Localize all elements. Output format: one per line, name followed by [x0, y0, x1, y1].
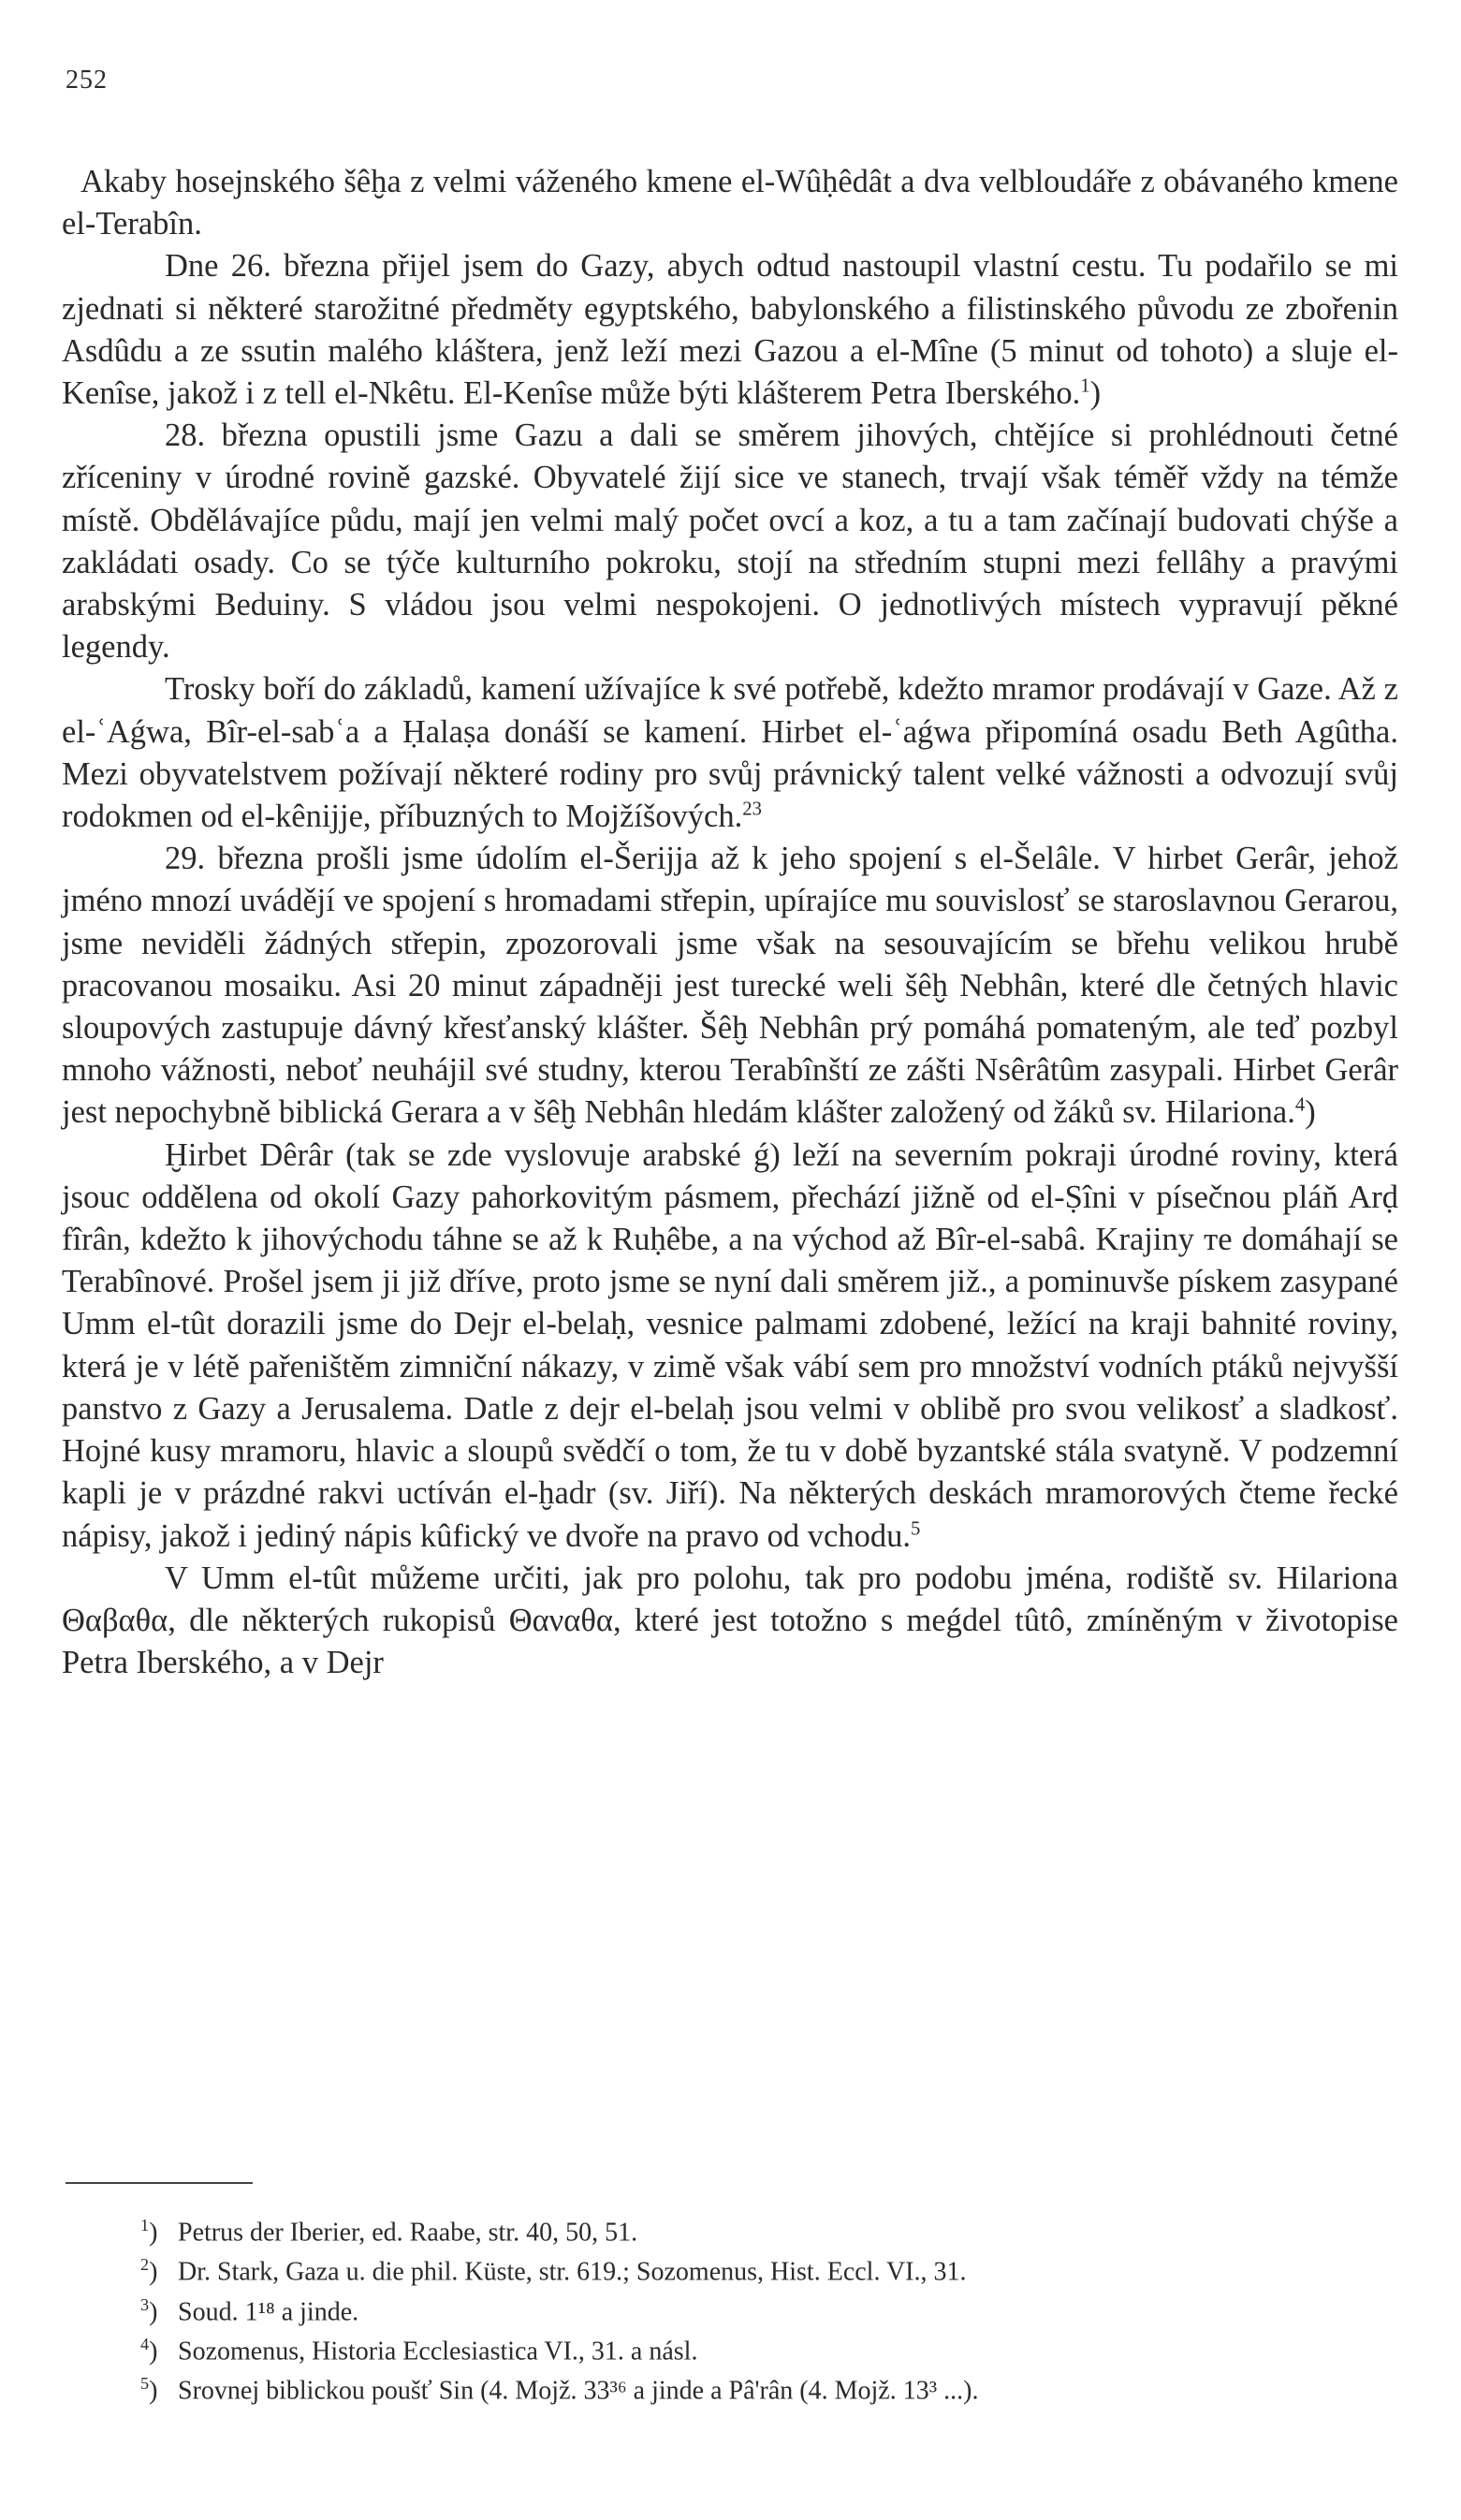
paragraph-7: V Umm el-tût můžeme určiti, jak pro polohu, tak pro podobu jména, rodiště sv. Hilariona Θαβαθα, dle některých rukopisů Θαναθα, které jest totožno s meǵdel tûtô, zmíněným v životopise Petra Iberského, a v Dejr	[62, 1560, 1398, 1681]
footnote-4	[140, 2328, 1404, 2367]
page-number: 252	[66, 66, 108, 95]
footnote-ref-3: 3	[752, 798, 762, 820]
paragraph-2-text: Dne 26. března přijel jsem do Gazy, abych odtud nastoupil vlastní cestu. Tu podařilo se mi zjednati si některé starožitné předměty egyptského, babylonského a filistinského původu ze zbořenin Asdûdu a ze ssutin malého kláštera, jenž leží mezi Gazou a el-Mîne (5 minut od tohoto) a sluje el-Kenîse, jakož i z tell el-Nkêtu. El-Kenîse může býti klášterem Petra Iberského.	[62, 248, 1398, 412]
footnote-text: Sozomenus, Historia Ecclesiastica VI., 31. a násl.	[178, 2337, 698, 2366]
footnote-mark: $^5$)	[140, 2374, 158, 2406]
footnote-text: Petrus der Iberier, ed. Raabe, str. 40, 50, 51.	[178, 2218, 638, 2248]
paragraph-1: Akaby hosejnského šêḫa z velmi váženého kmene el-Wûḥêdât a dva velbloudáře z obávaného kmene el-Terabîn.	[62, 164, 1398, 242]
paragraph-4	[62, 668, 1398, 838]
paragraph-5: 29. března prošli jsme údolím el-Šerijja až k jeho spojení s el-Šelâle. V hirbet Gerâr, jehož jméno mnozí uvádějí ve spojení s hromadami střepin, upírajíce mu souvislosť se staroslavnou Gerarou, jsme neviděli žádných střepin, zpozorovali jsme však na sesouvajícím se břehu velikou hrubě pracovanou mosaiku. Asi 20 minut západněji jest turecké weli šêḫ Nebhân, které dle četných hlavic sloupových zastupuje dávný křesťanský klášter. Šêḫ Nebhân prý pomáhá pomateným, ale teď pozbyl mnoho vážnosti, neboť neuhájil své studny, kterou Terabînští ze zášti Nsêrâtûm zasypali. Hirbet Gerâr jest nepochybně biblická Gerara a v šêḫ Nebhân hledám klášter založený od žáků sv. Hilariona.$^4$)	[62, 841, 1398, 1131]
footnote-5	[140, 2367, 1404, 2407]
footnote-divider	[66, 2182, 253, 2184]
footnote-text: Soud. 1¹⁸ a jinde.	[178, 2296, 359, 2326]
footnote-text: Srovnej biblickou poušť Sin (4. Mojž. 33³⁶ a jinde a Pâ'rân (4. Mojž. 13³ ...).	[178, 2376, 979, 2406]
paragraph-3: 28. března opustili jsme Gazu a dali se směrem jihových, chtějíce si prohlédnouti četné zříceniny v úrodné rovině gazské. Obyvatelé žijí sice ve stanech, trvají však téměř vždy na témže místě. Obdělávajíce půdu, mají jen velmi malý počet ovcí a koz, a tu a tam začínají budovati chýše a zakládati osady. Co se týče kulturního pokroku, stojí na středním stupni mezi fellâhy a pravými arabskými Beduiny. S vládou jsou velmi nespokojeni. O jednotlivých místech vypravují pěkné legendy.	[62, 418, 1398, 666]
footnote-ref-1: 1	[1080, 375, 1090, 397]
main-text	[62, 161, 1398, 1684]
footnote-2	[140, 2249, 1404, 2288]
footnote-mark: $^4$)	[140, 2334, 158, 2366]
paragraph-4-text: Trosky boří do základů, kamení užívajíce k své potřebě, kdežto mramor prodávají v Gaze. Až z el-ʿAǵwa, Bîr-el-sabʿa a Ḥalaṣa donáší se kamení. Hirbet el-ʿaǵwa připomíná osadu Beth Agûtha. Mezi obyvatelstvem požívají některé rodiny pro svůj právnický talent velké vážnosti a odvozují svůj rodokmen od el-kênijje, příbuzných to Mojžíšových.	[62, 671, 1398, 835]
paragraph-6-text: Ḫirbet Dêrâr (tak se zde vyslovuje arabské ǵ) leží na severním pokraji úrodné roviny, která jsouc oddělena od okolí Gazy pahorkovitým pásmem, přechází jižně od el-Ṣîni v písečnou pláň Arḍ fîrân, kdežto k jihovýchodu táhne se až k Ruḥêbe, a na východ až Bîr-el-sabâ. Krajiny те domáhají se Terabînové. Prošel jsem ji již dříve, proto jsme se nyní dali směrem již., a pominuvše pískem zasypané Umm el-tût dorazili jsme do Dejr el-belaḥ, vesnice palmami zdobené, ležící na kraji bahnité roviny, která je v létě pařeništěm zimniční nákazy, v zimě však vábí sem pro množství vodních ptáků nejvyšší panstvo z Gazy a Jerusalema. Datle z dejr el-belaḥ jsou velmi v oblibě pro svou velikosť a sladkosť. Hojné kusy mramoru, hlavic a sloupů svědčí o tom, že tu v době byzantské stála svatyně. V podzemní kapli je v prázdné rakvi uctíván el-ḫadr (sv. Jiří). Na některých deskách mramorových čteme řecké nápisy, jakož i jediný nápis kûfický ve dvoře na pravo od vchodu.	[62, 1136, 1398, 1554]
footnotes	[140, 2209, 1404, 2408]
footnote-ref-4: 4	[1294, 1094, 1306, 1116]
footnote-mark: $^3$)	[140, 2294, 158, 2326]
footnote-1	[140, 2209, 1404, 2249]
paragraph-6	[62, 1135, 1398, 1558]
footnote-mark: $^2$)	[140, 2255, 158, 2287]
paragraph-5-text: 29. března prošli jsme údolím el-Šerijja až k jeho spojení s el-Šelâle. V hirbet Gerâr, jehož jméno mnozí uvádějí ve spojení s hromadami střepin, upírajíce mu souvislosť se staroslavnou Gerarou, jsme neviděli žádných střepin, zpozorovali jsme však na sesouvajícím se břehu velikou hrubě pracovanou mosaiku. Asi 20 minut západněji jest turecké weli šêḫ Nebhân, které dle četných hlavic sloupových zastupuje dávný křesťanský klášter. Šêḫ Nebhân prý pomáhá pomateným, ale teď pozbyl mnoho vážnosti, neboť neuhájil své studny, kterou Terabînští ze zášti Nsêrâtûm zasypali. Hirbet Gerâr jest nepochybně biblická Gerara a v šêḫ Nebhân hledám klášter založený od žáků sv. Hilariona.	[62, 841, 1398, 1131]
footnote-3	[140, 2289, 1404, 2328]
footnote-ref-5: 5	[911, 1518, 921, 1539]
footnote-text: Dr. Stark, Gaza u. die phil. Küste, str. 619.; Sozomenus, Hist. Eccl. VI., 31.	[178, 2257, 967, 2287]
paragraph-2: Dne 26. března přijel jsem do Gazy, abych odtud nastoupil vlastní cestu. Tu podařilo se mi zjednati si některé starožitné předměty egyptského, babylonského a filistinského původu ze zbořenin Asdûdu a ze ssutin malého kláštera, jenž leží mezi Gazou a el-Mîne (5 minut od tohoto) a sluje el-Kenîse, jakož i z tell el-Nkêtu. El-Kenîse může býti klášterem Petra Iberského.$^1$)	[62, 248, 1398, 412]
footnote-ref-2: 2	[742, 798, 752, 820]
footnote-mark: $^1$)	[140, 2216, 158, 2248]
